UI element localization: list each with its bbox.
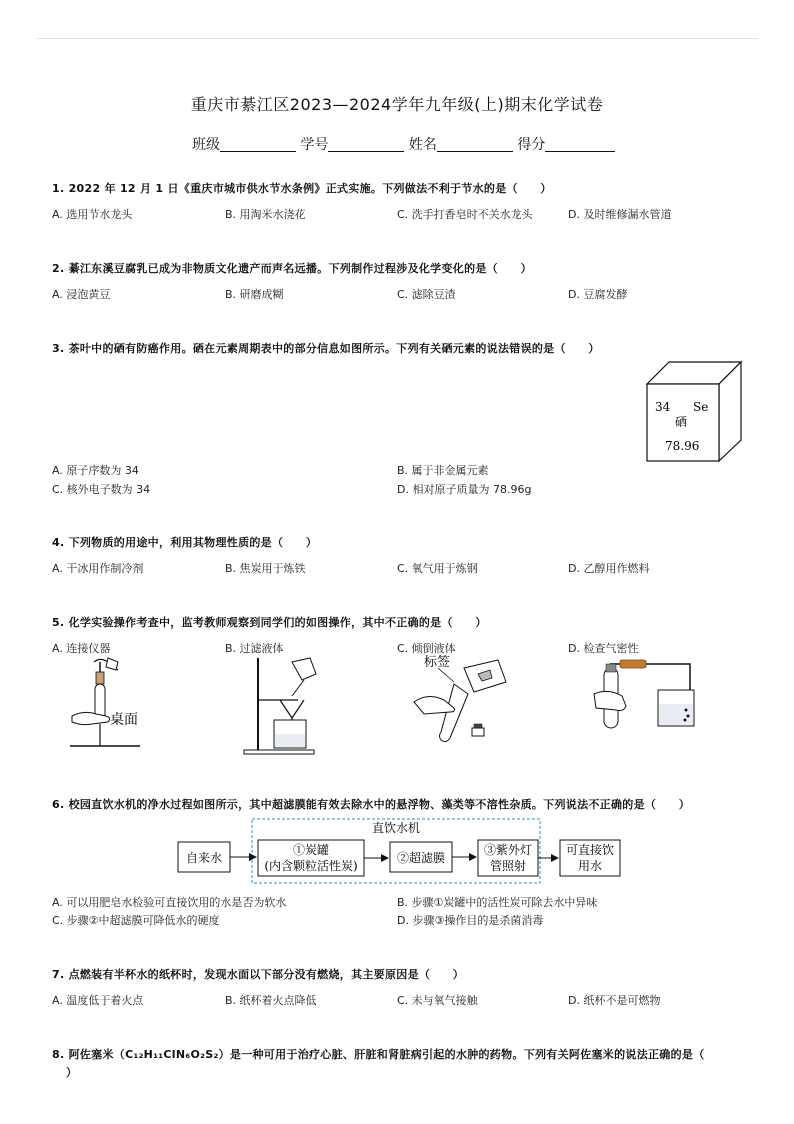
q3-option-c[interactable]: C. 核外电子数为 34	[52, 483, 151, 496]
q4-option-b[interactable]: B. 焦炭用于炼铁	[225, 562, 306, 575]
page-title: 重庆市綦江区2023—2024学年九年级(上)期末化学试卷	[190, 95, 604, 114]
selenium-element-card	[645, 360, 745, 464]
question-8: 8. 阿佐塞米（C₁₂H₁₁ClN₆O₂S₂）是一种可用于治疗心脏、肝脏和肾脏病引起的水肿的药物。下列有关阿佐塞米的说法正确的是（	[52, 1048, 705, 1061]
figure-filtration	[236, 654, 336, 758]
q3-option-d[interactable]: D. 相对原子质量为 78.96g	[397, 483, 532, 496]
atomic-number: 34	[655, 400, 671, 414]
q7-option-d[interactable]: D. 纸杯不是可燃物	[568, 994, 661, 1007]
desk-label: 桌面	[110, 712, 138, 728]
q1-option-d[interactable]: D. 及时维修漏水管道	[568, 208, 672, 221]
q2-option-a[interactable]: A. 浸泡黄豆	[52, 288, 111, 301]
name-label: 姓名	[408, 137, 437, 153]
figure-connect-instruments	[64, 654, 164, 754]
class-label: 班级	[192, 137, 220, 153]
class-blank[interactable]	[220, 137, 296, 152]
student-id-label: 学号	[300, 137, 329, 153]
output-line2: 用水	[577, 859, 603, 873]
question-7: 7. 点燃装有半杯水的纸杯时，发现水面以下部分没有燃烧，其主要原因是（ ）	[52, 968, 465, 981]
q4-option-a[interactable]: A. 干冰用作制冷剂	[52, 562, 144, 575]
step3-line2: 管照射	[489, 859, 527, 873]
question-1: 1. 2022 年 12 月 1 日《重庆市城市供水节水条例》正式实施。下列做法不利于节水的是（ ）	[52, 182, 552, 195]
score-label: 得分	[517, 137, 546, 153]
q6-option-b[interactable]: B. 步骤①炭罐中的活性炭可除去水中异味	[397, 896, 598, 909]
top-divider	[36, 38, 758, 39]
q7-option-b[interactable]: B. 纸杯着火点降低	[225, 994, 317, 1007]
q5-option-a[interactable]: A. 连接仪器	[52, 642, 111, 655]
q2-option-d[interactable]: D. 豆腐发酵	[568, 288, 628, 301]
output-line1: 可直接饮	[565, 843, 615, 857]
q5-option-c[interactable]: C. 倾倒液体	[397, 642, 456, 655]
step1-line2: (内含颗粒活性炭)	[264, 859, 358, 873]
figure-airtightness	[590, 654, 700, 754]
q2-option-c[interactable]: C. 滤除豆渣	[397, 288, 456, 301]
student-info-line	[192, 134, 615, 154]
q4-option-d[interactable]: D. 乙醇用作燃料	[568, 562, 650, 575]
q6-option-d[interactable]: D. 步骤③操作目的是杀菌消毒	[397, 914, 544, 927]
question-2: 2. 綦江东溪豆腐乳已成为非物质文化遗产而声名远播。下列制作过程涉及化学变化的是（ ）	[52, 262, 532, 275]
q7-option-a[interactable]: A. 温度低于着火点	[52, 994, 144, 1007]
name-blank[interactable]	[437, 137, 513, 152]
atomic-mass: 78.96	[665, 439, 700, 453]
q4-option-c[interactable]: C. 氧气用于炼钢	[397, 562, 478, 575]
q2-option-b[interactable]: B. 研磨成糊	[225, 288, 284, 301]
q3-option-b[interactable]: B. 属于非金属元素	[397, 464, 489, 477]
step2-text: ②超滤膜	[396, 851, 446, 865]
step1-line1: ①炭罐	[292, 843, 330, 857]
q1-option-b[interactable]: B. 用淘米水浇花	[225, 208, 306, 221]
score-blank[interactable]	[545, 137, 615, 152]
student-id-blank[interactable]	[328, 137, 404, 152]
q3-option-a[interactable]: A. 原子序数为 34	[52, 464, 139, 477]
q5-option-d[interactable]: D. 检查气密性	[568, 642, 639, 655]
water-machine-flowchart	[172, 816, 632, 886]
q7-option-c[interactable]: C. 未与氧气接触	[397, 994, 478, 1007]
q6-option-c[interactable]: C. 步骤②中超滤膜可降低水的硬度	[52, 914, 220, 927]
element-symbol: Se	[693, 400, 709, 414]
machine-label: 直饮水机	[371, 821, 421, 835]
q1-option-c[interactable]: C. 洗手打香皂时不关水龙头	[397, 208, 533, 221]
bottle-label-text: 标签	[424, 655, 451, 670]
question-3: 3. 茶叶中的硒有防癌作用。硒在元素周期表中的部分信息如图所示。下列有关硒元素的说法错误的是（ ）	[52, 342, 600, 355]
question-6: 6. 校园直饮水机的净水过程如图所示，其中超滤膜能有效去除水中的悬浮物、藻类等不溶性杂质。下列说法不正确的是（ ）	[52, 798, 691, 811]
q6-option-a[interactable]: A. 可以用肥皂水检验可直接饮用的水是否为软水	[52, 896, 287, 909]
question-5: 5. 化学实验操作考查中，监考教师观察到同学们的如图操作，其中不正确的是（ ）	[52, 616, 487, 629]
q5-option-b[interactable]: B. 过滤液体	[225, 642, 284, 655]
q1-option-a[interactable]: A. 选用节水龙头	[52, 208, 133, 221]
question-4: 4. 下列物质的用途中，利用其物理性质的是（ ）	[52, 536, 318, 549]
question-8-continuation: ）	[66, 1066, 78, 1079]
figure-pouring	[408, 654, 528, 754]
step3-line1: ③紫外灯	[483, 843, 533, 857]
source-text: 自来水	[185, 851, 223, 865]
element-name: 硒	[675, 415, 688, 429]
